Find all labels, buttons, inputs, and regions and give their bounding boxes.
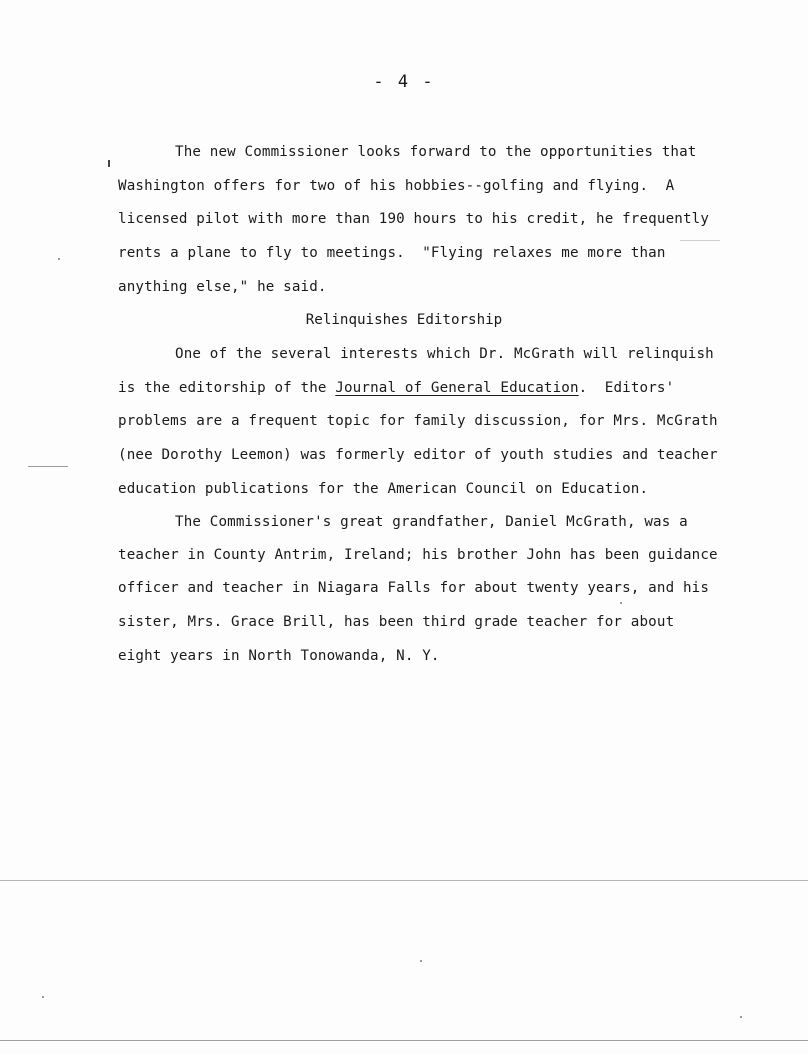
text-line: (nee Dorothy Leemon) was formerly editor of youth studies and teacher	[118, 447, 718, 463]
text-line: officer and teacher in Niagara Falls for about twenty years, and his	[118, 580, 710, 596]
scan-speck	[42, 996, 44, 998]
text-line	[118, 380, 674, 396]
text-line: The new Commissioner looks forward to the opportunities that	[175, 144, 697, 160]
journal-title: Journal of General Education	[335, 380, 579, 396]
scan-speck	[58, 258, 60, 260]
text-fragment: is the editorship of the	[118, 380, 336, 396]
scan-speck	[620, 602, 622, 604]
text-line: anything else," he said.	[118, 279, 327, 295]
scan-dash	[28, 466, 68, 467]
scan-mark	[108, 160, 110, 167]
text-line: education publications for the American Council on Education.	[118, 481, 649, 497]
page-number: - 4 -	[373, 72, 435, 92]
section-heading: Relinquishes Editorship	[305, 312, 503, 328]
text-line: rents a plane to fly to meetings. "Flying relaxes me more than	[118, 245, 666, 261]
text-line: teacher in County Antrim, Ireland; his brother John has been guidance	[118, 547, 718, 563]
text-line: sister, Mrs. Grace Brill, has been third grade teacher for about	[118, 614, 675, 630]
scan-dash	[680, 240, 720, 241]
text-line: problems are a frequent topic for family discussion, for Mrs. McGrath	[118, 413, 718, 429]
scan-rule	[0, 1040, 808, 1041]
text-line: Washington offers for two of his hobbies--golfing and flying. A	[118, 178, 675, 194]
scan-speck	[740, 1016, 742, 1018]
scan-rule	[0, 880, 808, 881]
text-fragment: . Editors'	[578, 380, 675, 396]
text-line: One of the several interests which Dr. McGrath will relinquish	[175, 346, 714, 362]
scan-speck	[420, 960, 422, 962]
text-line: licensed pilot with more than 190 hours to his credit, he frequently	[118, 211, 710, 227]
text-line: eight years in North Tonowanda, N. Y.	[118, 648, 440, 664]
text-line: The Commissioner's great grandfather, Daniel McGrath, was a	[175, 514, 688, 530]
